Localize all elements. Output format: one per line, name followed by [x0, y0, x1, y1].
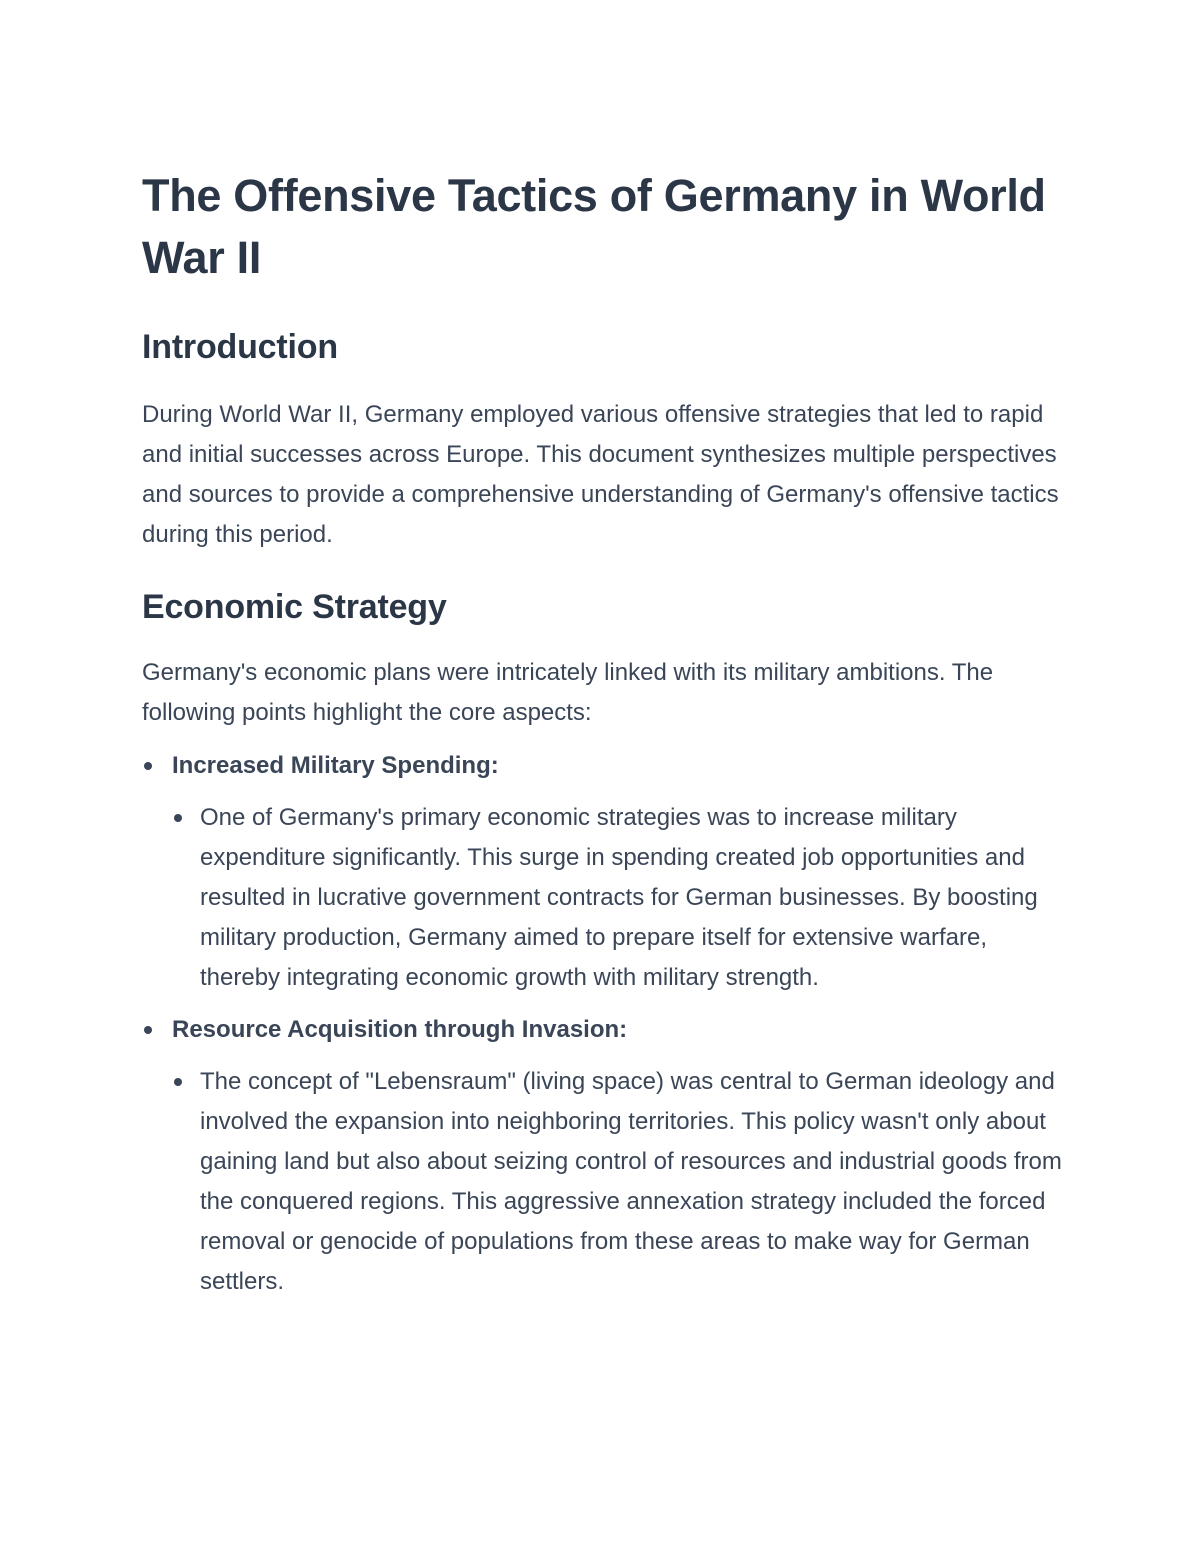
list-item-label: Increased Military Spending: [172, 752, 499, 779]
list-item-resource-acquisition [142, 1010, 1062, 1302]
sub-list [172, 1062, 1062, 1302]
bullet-dot-icon [174, 814, 182, 822]
introduction-paragraph: During World War II, Germany employed various offensive strategies that led to rapid and initial successes across Europe. This document synthesizes multiple perspectives and sources to provide a comprehensive understanding of Germany's offensive tactics during this period. [142, 401, 1059, 548]
sub-list [172, 798, 1062, 998]
bullet-dot-icon [144, 762, 152, 770]
economic-strategy-paragraph: Germany's economic plans were intricately linked with its military ambitions. The following points highlight the core aspects: [142, 659, 994, 726]
list-item-military-spending [142, 746, 1062, 998]
sub-list-item-text: One of Germany's primary economic strategies was to increase military expenditure significantly. This surge in spending created job opportunities and resulted in lucrative government contracts for German businesses. By boosting military production, Germany aimed to prepare itself for extensive warfare, thereby integrating economic growth with military strength. [200, 804, 1038, 991]
sub-list-item [172, 1062, 1062, 1302]
bullet-dot-icon [174, 1078, 182, 1086]
sub-list-item-text: The concept of "Lebensraum" (living space) was central to German ideology and involved the expansion into neighboring territories. This policy wasn't only about gaining land but also about seizing control of resources and industrial goods from the conquered regions. This aggressive annexation strategy included the forced removal or genocide of populations from these areas to make way for German settlers. [200, 1068, 1062, 1295]
economic-strategy-list [142, 746, 1062, 1302]
sub-list-item [172, 798, 1062, 998]
document-page [142, 165, 1062, 1302]
economic-strategy-heading: Economic Strategy [142, 588, 447, 626]
list-item-label: Resource Acquisition through Invasion: [172, 1016, 628, 1043]
introduction-heading: Introduction [142, 328, 338, 366]
bullet-dot-icon [144, 1026, 152, 1034]
document-title: The Offensive Tactics of Germany in World War II [142, 170, 1046, 283]
